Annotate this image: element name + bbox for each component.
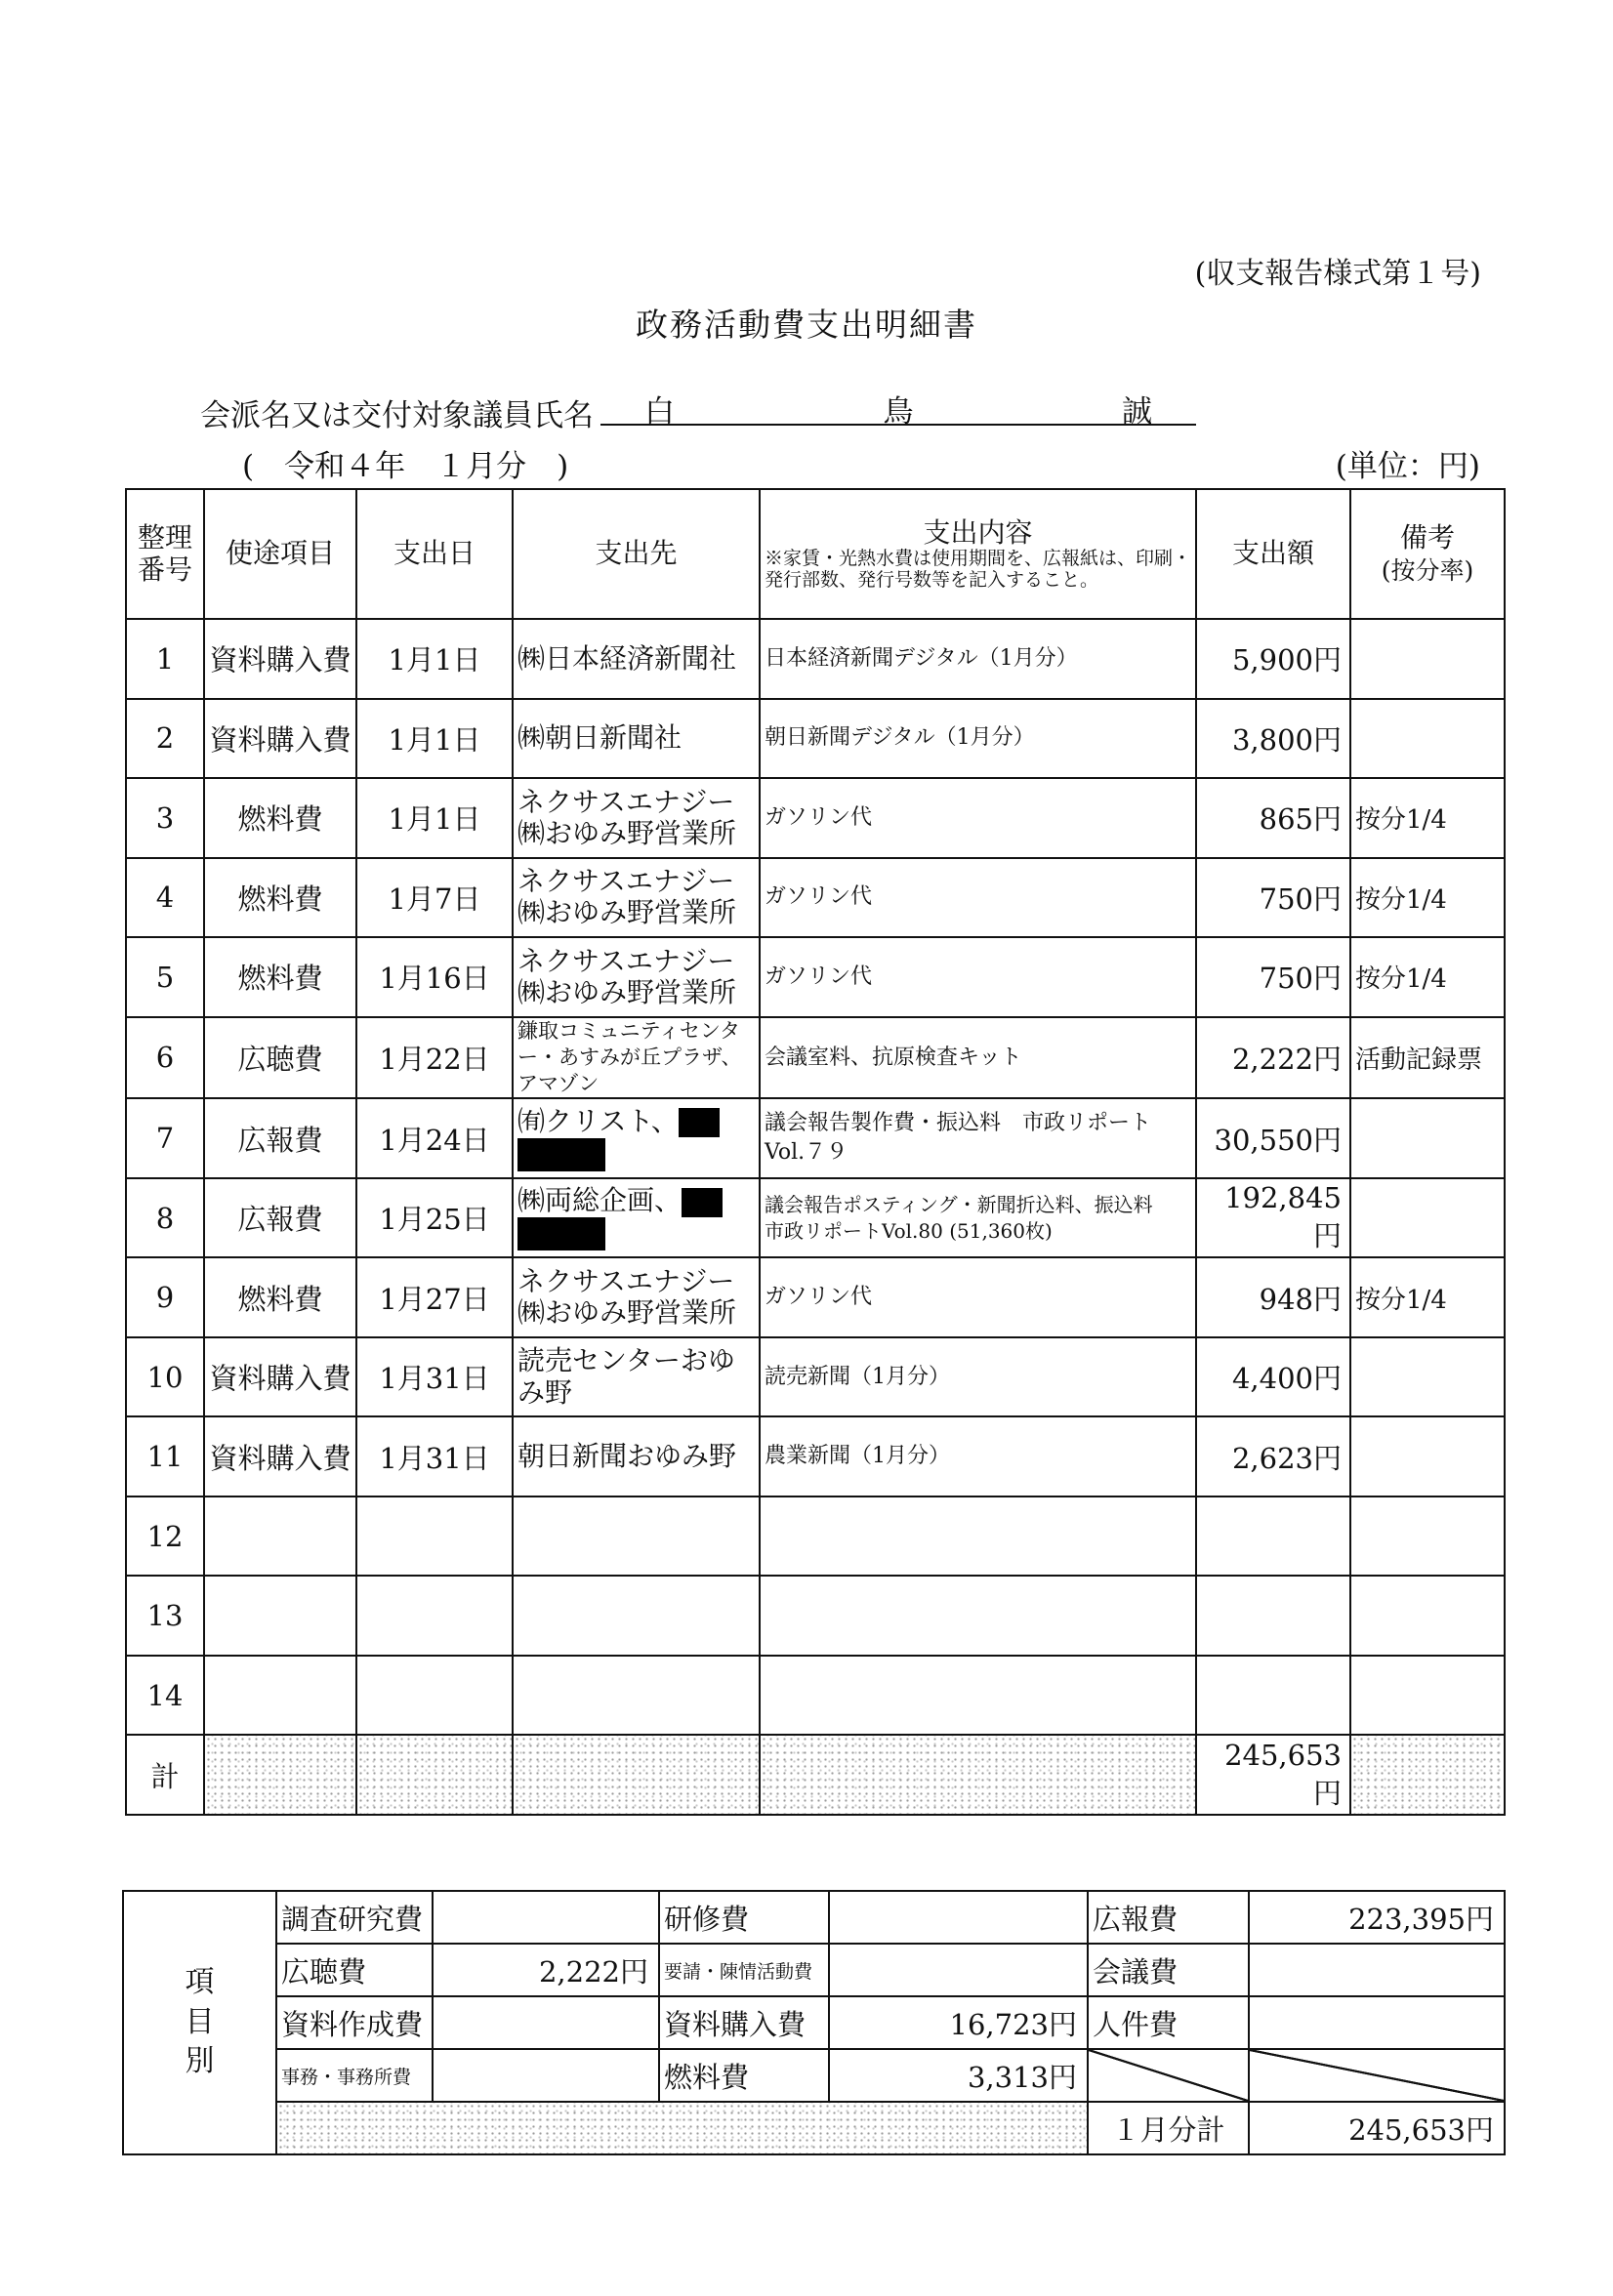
label-meeting: 会議費 [1088,1944,1249,1996]
cell-date: 1月1日 [356,699,513,779]
cell-content [760,1496,1196,1577]
cell-note [1350,1656,1505,1736]
cell-amount [1196,1496,1350,1577]
cell-amount: 3,800円 [1196,699,1350,779]
header-remarks-label: 備考 [1399,521,1455,554]
member-name-part: 誠 [1122,394,1152,430]
cell-item: 資料購入費 [204,1337,356,1417]
cell-amount: 948円 [1196,1257,1350,1337]
cell-content [760,1576,1196,1656]
header-amount: 支出額 [1196,489,1350,619]
diagonal-cell [1249,2049,1505,2102]
cell-content: ガソリン代 [760,778,1196,858]
cell-no: 10 [126,1337,204,1417]
cell-note [1350,1178,1505,1258]
cell-no: 11 [126,1416,204,1496]
payee-text: ㈲クリスト、 [517,1104,679,1137]
table-row [126,1257,1505,1337]
label-office: 事務・事務所費 [276,2049,433,2102]
value-survey-research [433,1891,659,1944]
cell-no: 2 [126,699,204,779]
summary-row [123,2049,1505,2102]
table-row [126,1496,1505,1577]
header-remarks-sub: (按分率) [1381,555,1474,585]
total-row [126,1735,1505,1815]
cell-no: 1 [126,619,204,699]
cell-amount: 192,845円 [1196,1178,1350,1258]
cell-no: 7 [126,1098,204,1178]
cell-amount: 2,623円 [1196,1416,1350,1496]
summary-row [123,2102,1505,2154]
summary-row [123,1996,1505,2049]
category-summary-table [122,1890,1506,2155]
header-remarks [1350,489,1505,619]
cell-date [356,1656,513,1736]
cell-date: 1月22日 [356,1017,513,1099]
cell-no: 12 [126,1496,204,1577]
redaction-block [517,1217,605,1250]
cell-content: 議会報告ポスティング・新聞折込料、振込料 市政リポートVol.80 (51,360枚) [760,1178,1196,1258]
header-content-note: ※家賃・光熱水費は使用期間を、広報紙は、印刷・発行部数、発行号数等を記入すること。 [765,547,1192,591]
cell-no: 9 [126,1257,204,1337]
header-payee: 支出先 [513,489,760,619]
cell-item: 燃料費 [204,778,356,858]
cell-content: ガソリン代 [760,858,1196,938]
cell-date: 1月27日 [356,1257,513,1337]
value-personnel [1249,1996,1505,2049]
value-document-creation [433,1996,659,2049]
cell-date [356,1576,513,1656]
cell-note [1350,1098,1505,1178]
redaction-block [682,1188,723,1217]
value-document-purchase: 16,723円 [829,1996,1088,2049]
cell-note [1350,1576,1505,1656]
table-row [126,1416,1505,1496]
cell-payee [513,1576,760,1656]
cell-item [204,1496,356,1577]
table-row [126,1576,1505,1656]
table-header-row [126,489,1505,619]
cell-note [1350,619,1505,699]
total-amount: 245,653円 [1196,1735,1350,1815]
label-monthly-total: １月分計 [1088,2102,1249,2154]
cell-payee: ネクサスエナジー㈱おゆみ野営業所 [513,858,760,938]
cell-amount [1196,1576,1350,1656]
table-row [126,858,1505,938]
cell-date: 1月31日 [356,1337,513,1417]
shaded-cell [760,1735,1196,1815]
cell-payee: ネクサスエナジー㈱おゆみ野営業所 [513,778,760,858]
shaded-cell [204,1735,356,1815]
cell-payee: ㈱朝日新聞社 [513,699,760,779]
cell-amount: 750円 [1196,937,1350,1017]
value-meeting [1249,1944,1505,1996]
cell-note: 活動記録票 [1350,1017,1505,1099]
cell-date: 1月7日 [356,858,513,938]
form-number: (収支報告様式第１号) [1194,257,1481,291]
cell-content: 議会報告製作費・振込料 市政リポートVol.７９ [760,1098,1196,1178]
member-name-part: 白 [644,394,675,430]
cell-no: 4 [126,858,204,938]
period: ( 令和４年 １月分 ) [242,449,569,484]
cell-payee [513,1496,760,1577]
table-row [126,778,1505,858]
page-title: 政務活動費支出明細書 [636,306,977,344]
table-row [126,619,1505,699]
cell-item: 広報費 [204,1098,356,1178]
cell-amount: 5,900円 [1196,619,1350,699]
cell-payee: ネクサスエナジー㈱おゆみ野営業所 [513,937,760,1017]
shaded-cell [356,1735,513,1815]
cell-no: 14 [126,1656,204,1736]
cell-item: 資料購入費 [204,1416,356,1496]
table-row [126,1098,1505,1178]
cell-date: 1月16日 [356,937,513,1017]
cell-no: 5 [126,937,204,1017]
cell-note [1350,699,1505,779]
label-personnel: 人件費 [1088,1996,1249,2049]
cell-item: 広報費 [204,1178,356,1258]
cell-note: 按分1/4 [1350,778,1505,858]
cell-payee [513,1178,760,1258]
category-label: 項目別 [123,1891,276,2154]
cell-payee: 朝日新聞おゆみ野 [513,1416,760,1496]
summary-row [123,1891,1505,1944]
cell-item: 燃料費 [204,937,356,1017]
table-row [126,937,1505,1017]
cell-note: 按分1/4 [1350,1257,1505,1337]
cell-amount: 4,400円 [1196,1337,1350,1417]
diagonal-cell [1088,2049,1249,2102]
cell-date: 1月31日 [356,1416,513,1496]
cell-no: 6 [126,1017,204,1099]
value-training [829,1891,1088,1944]
label-public-hearing: 広聴費 [276,1944,433,1996]
redaction-block [679,1108,720,1137]
payee-text: ㈱両総企画、 [517,1184,682,1217]
cell-amount: 750円 [1196,858,1350,938]
member-name [600,387,1196,430]
cell-amount: 2,222円 [1196,1017,1350,1099]
member-label: 会派名又は交付対象議員氏名 [200,398,594,433]
cell-note [1350,1496,1505,1577]
total-label: 計 [126,1735,204,1815]
cell-payee: 鎌取コミュニティセンター・あすみが丘プラザ、アマゾン [513,1017,760,1099]
label-training: 研修費 [659,1891,829,1944]
value-fuel: 3,313円 [829,2049,1088,2102]
cell-content: 農業新聞（1月分） [760,1416,1196,1496]
label-document-creation: 資料作成費 [276,1996,433,2049]
value-office [433,2049,659,2102]
cell-item: 資料購入費 [204,619,356,699]
cell-payee: 読売センターおゆみ野 [513,1337,760,1417]
cell-note: 按分1/4 [1350,858,1505,938]
value-monthly-total: 245,653円 [1249,2102,1505,2154]
cell-no: 8 [126,1178,204,1258]
redaction-block [517,1138,605,1171]
cell-payee [513,1098,760,1178]
cell-content: 会議室料、抗原検査キット [760,1017,1196,1099]
cell-date: 1月1日 [356,619,513,699]
cell-no: 13 [126,1576,204,1656]
header-content-label: 支出内容 [923,515,1033,549]
cell-item [204,1576,356,1656]
header-content [760,489,1196,619]
label-fuel: 燃料費 [659,2049,829,2102]
cell-item: 燃料費 [204,1257,356,1337]
cell-amount: 865円 [1196,778,1350,858]
cell-item: 燃料費 [204,858,356,938]
unit-label: (単位：円) [1335,449,1480,484]
cell-content: ガソリン代 [760,937,1196,1017]
cell-note: 按分1/4 [1350,937,1505,1017]
cell-date: 1月25日 [356,1178,513,1258]
table-row [126,1178,1505,1258]
cell-amount [1196,1656,1350,1736]
cell-content [760,1656,1196,1736]
cell-content: 読売新聞（1月分） [760,1337,1196,1417]
value-publicity: 223,395円 [1249,1891,1505,1944]
cell-date [356,1496,513,1577]
cell-payee: ネクサスエナジー㈱おゆみ野営業所 [513,1257,760,1337]
header-no: 整理番号 [126,489,204,619]
cell-item: 広聴費 [204,1017,356,1099]
cell-note [1350,1416,1505,1496]
cell-item [204,1656,356,1736]
header-date: 支出日 [356,489,513,619]
member-name-part: 鳥 [883,394,914,430]
header-item: 使途項目 [204,489,356,619]
cell-content: 日本経済新聞デジタル（1月分） [760,619,1196,699]
cell-content: ガソリン代 [760,1257,1196,1337]
cell-payee [513,1656,760,1736]
cell-payee: ㈱日本経済新聞社 [513,619,760,699]
shaded-cell [276,2102,1088,2154]
expense-detail-table [125,488,1506,1816]
value-petition [829,1944,1088,1996]
cell-content: 朝日新聞デジタル（1月分） [760,699,1196,779]
label-petition: 要請・陳情活動費 [659,1944,829,1996]
label-document-purchase: 資料購入費 [659,1996,829,2049]
cell-date: 1月24日 [356,1098,513,1178]
table-row [126,1017,1505,1099]
shaded-cell [513,1735,760,1815]
table-row [126,1337,1505,1417]
summary-row [123,1944,1505,1996]
table-row [126,699,1505,779]
cell-item: 資料購入費 [204,699,356,779]
cell-amount: 30,550円 [1196,1098,1350,1178]
value-public-hearing: 2,222円 [433,1944,659,1996]
cell-no: 3 [126,778,204,858]
label-publicity: 広報費 [1088,1891,1249,1944]
shaded-cell [1350,1735,1505,1815]
label-survey-research: 調査研究費 [276,1891,433,1944]
cell-note [1350,1337,1505,1417]
cell-date: 1月1日 [356,778,513,858]
table-row [126,1656,1505,1736]
